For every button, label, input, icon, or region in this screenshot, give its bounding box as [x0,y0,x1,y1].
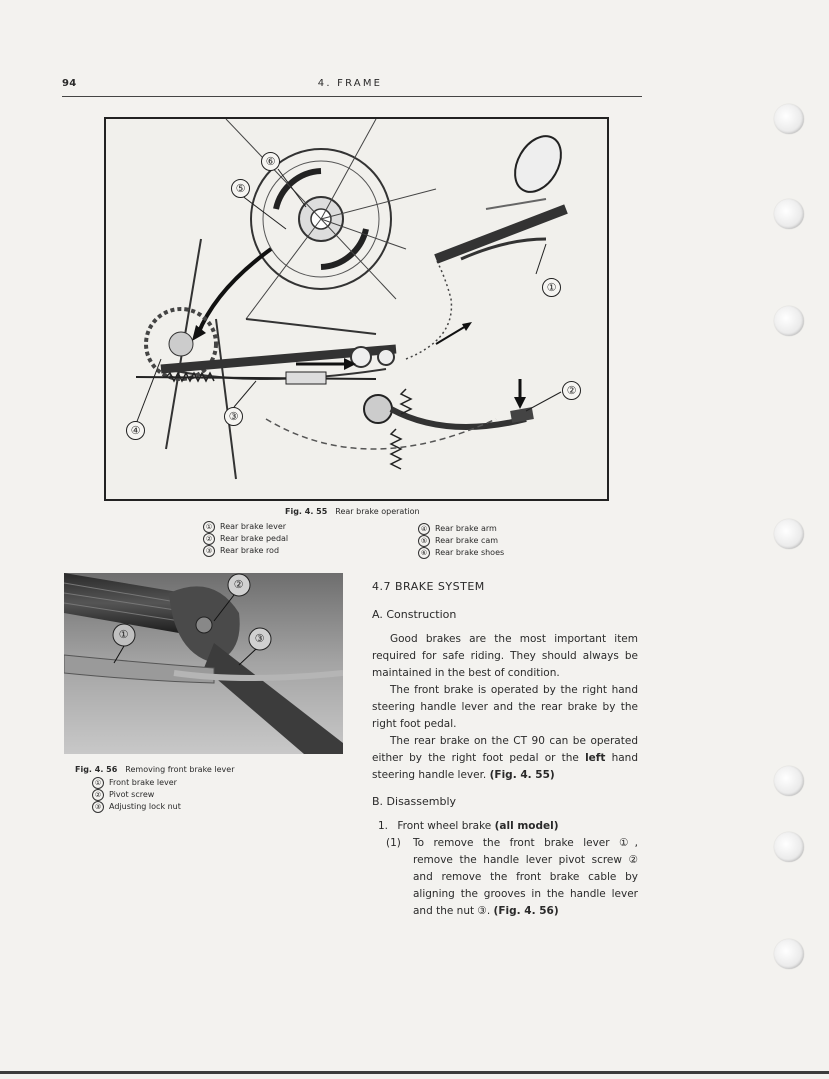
legend-item [203,521,288,533]
brake-pedal [391,409,526,427]
legend-text: Rear brake lever [220,522,287,531]
list-number: 1. [378,820,389,832]
callout-4: ④ [126,421,145,440]
figure-reference: (Fig. 4. 56) [493,905,559,917]
figure-4-56-legend [92,777,181,813]
legend-item [92,801,181,813]
mirror [506,128,571,200]
figure-4-55-legend-left [203,521,288,557]
legend-item [92,777,181,789]
binder-hole [774,766,804,796]
callout-5: ⑤ [231,179,250,198]
legend-number: ③ [92,801,104,813]
figure-4-56-caption [75,765,234,774]
list-item-1 [378,818,559,835]
figure-4-56-title: Removing front brake lever [125,765,235,774]
legend-number: ① [92,777,104,789]
paragraph-1: Good brakes are the most important item required for safe riding. They should always be maintained in the best of condition. [372,633,638,679]
legend-item [418,523,504,535]
list-text: Front wheel brake [397,820,495,832]
legend-item [203,533,288,545]
binder-hole [774,104,804,134]
figure-4-55-illustration [104,117,609,501]
legend-item [418,535,504,547]
callout-3: ③ [224,407,243,426]
binder-hole [774,832,804,862]
legend-number: ② [92,789,104,801]
rear-brake-diagram [106,119,607,499]
callout-2: ② [562,381,581,400]
paragraph-3-text-cont: hand steering handle lever. [372,752,638,781]
legend-item [418,547,504,559]
list-item-1-1-number: (1) [386,837,401,849]
header-divider [62,96,642,97]
figure-4-55-title: Rear brake operation [335,507,420,516]
figure-4-55-label: Fig. 4. 55 [285,507,328,516]
list-item-1-1 [413,835,638,920]
photo-callout-2: ② [233,578,244,591]
legend-text: Rear brake arm [435,524,497,533]
section-heading: 4.7 BRAKE SYSTEM [372,580,485,593]
figure-4-55-caption [285,507,420,516]
figure-4-56-label: Fig. 4. 56 [75,765,118,774]
brake-arm-pivot [364,395,392,423]
figure-4-55-legend-right [418,523,504,559]
legend-text: Adjusting lock nut [109,802,181,812]
subheading-disassembly: B. Disassembly [372,795,457,808]
callout-6: ⑥ [261,152,280,171]
paragraph-3 [372,733,638,784]
legend-number: ⑥ [418,547,430,559]
legend-item [92,789,181,801]
brake-cable [406,259,451,359]
legend-number: ⑤ [418,535,430,547]
legend-text: Rear brake shoes [435,548,505,557]
photo-callout-3: ③ [254,632,265,645]
figure-reference: (Fig. 4. 55) [489,769,555,781]
legend-number: ① [203,521,215,533]
handlebar-grip [436,209,566,259]
binder-hole [774,939,804,969]
subheading-construction: A. Construction [372,608,457,621]
paragraph-3-emphasis: left [585,752,606,764]
chapter-title: 4. FRAME [317,78,383,89]
list-emphasis: (all model) [494,820,559,832]
binder-hole [774,199,804,229]
page-number: 94 [62,78,77,89]
binder-hole [774,519,804,549]
legend-text: Front brake lever [109,778,177,788]
photo-callout-1: ① [118,628,129,641]
list-text: To remove the front brake lever ①, remove the handle lever pivot screw ② and remove the front brake cable by aligning the grooves in the handle lever and the nut ③. [413,837,638,917]
binder-hole [774,306,804,336]
legend-text: Rear brake cam [435,536,499,545]
legend-text: Rear brake rod [220,546,280,555]
legend-text: Rear brake pedal [220,534,289,543]
callout-1: ① [542,278,561,297]
paragraph-2: The front brake is operated by the right hand steering handle lever and the rear brake by the right foot pedal. [372,684,638,730]
legend-number: ② [203,533,215,545]
legend-number: ③ [203,545,215,557]
legend-item [203,545,288,557]
legend-text: Pivot screw [109,790,155,800]
figure-4-56-photo [64,573,343,754]
paragraph-3-text: The rear brake on the CT 90 can be operated either by the right foot pedal or the [372,735,638,764]
page-bottom-edge [0,1071,829,1074]
legend-number: ④ [418,523,430,535]
front-brake-lever-photo [64,573,343,754]
